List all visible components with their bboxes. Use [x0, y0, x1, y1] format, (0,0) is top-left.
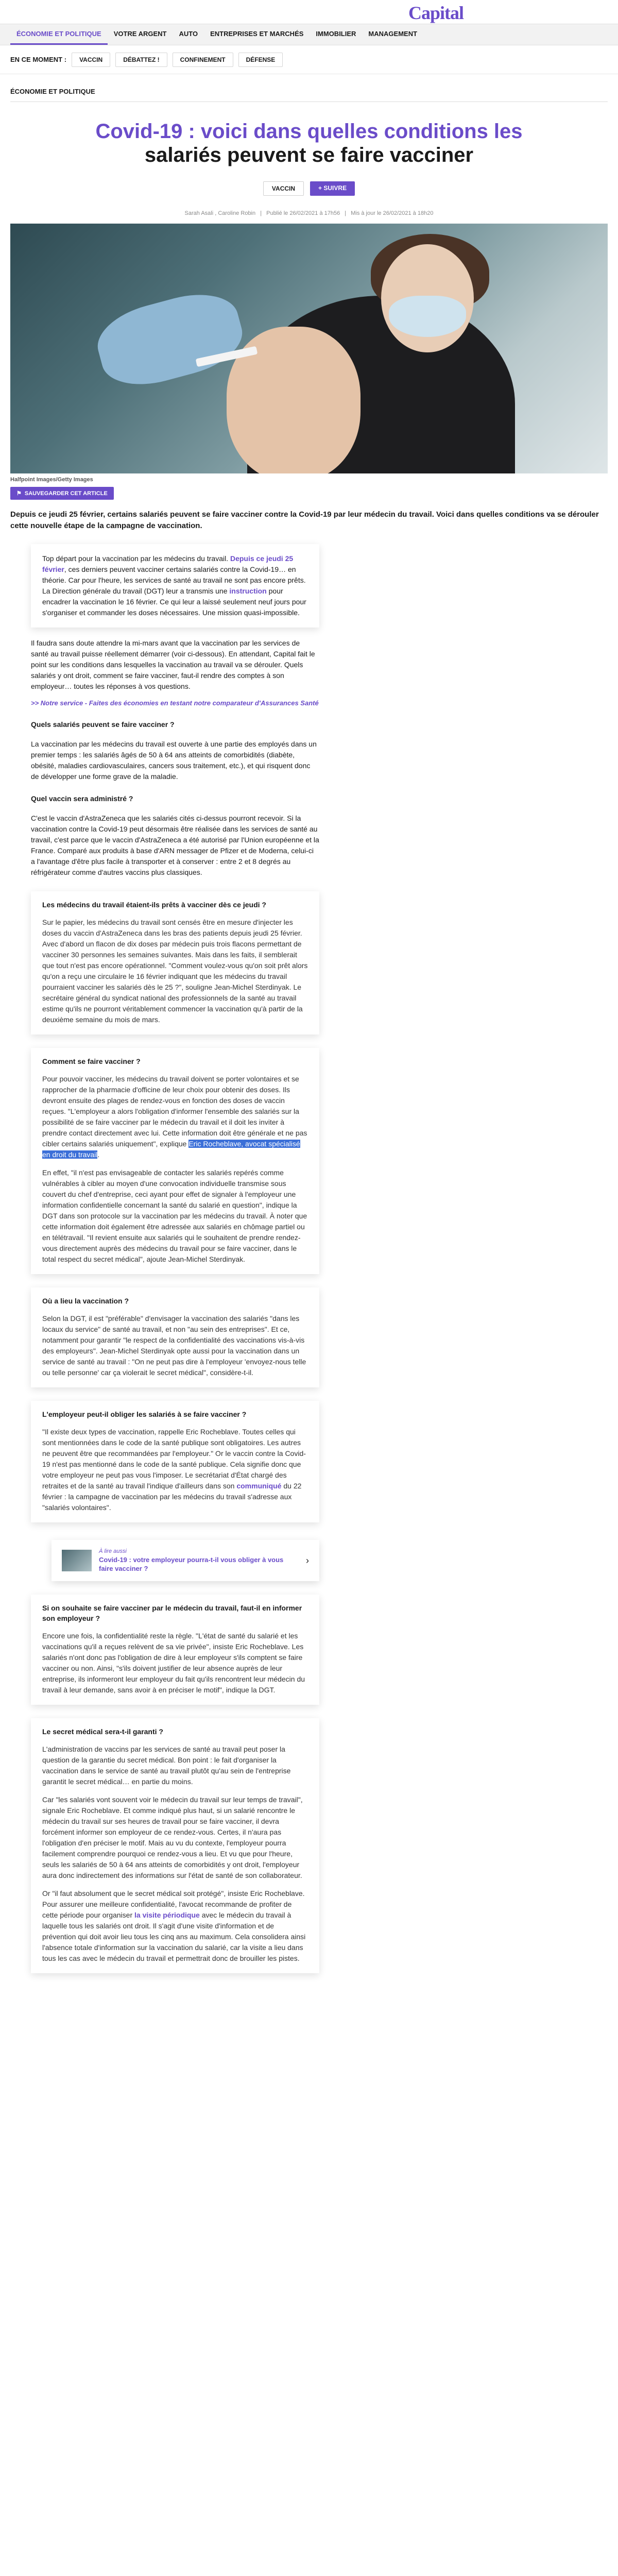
paragraph-text: avec le médecin du travail à laquelle tous les salariés ont droit. Il s'agit d'une visite d'information et de prévention qui doit avoir lieu tous les cinq ans au maximum. Cela consolidera ainsi l'absence totale d'information sur la vaccination du salarié, car la visite a lieu dans tous les cas avec le médecin du travail et permettrait donc de brouiller les pistes.: [42, 1911, 306, 1962]
nav-item-economie[interactable]: ÉCONOMIE ET POLITIQUE: [10, 24, 108, 45]
communique-link[interactable]: communiqué: [236, 1482, 282, 1490]
save-article-label: SAUVEGARDER CET ARTICLE: [24, 490, 108, 497]
byline-published: Publié le 26/02/2021 à 17h56: [266, 210, 340, 216]
intro-text: , ces derniers peuvent vacciner certains salariés contre la Covid-19… en théorie. Car pour l'heure, les services de santé au travail ne sont pas encore prêts. La Direction générale du travail (DGT) leur a transmis une: [42, 565, 306, 595]
paragraph-text: .: [97, 1150, 100, 1159]
related-article-title: Covid-19 : votre employeur pourra-t-il vous obliger à vous faire vacciner ?: [99, 1556, 284, 1572]
trending-pill-defense[interactable]: DÉFENSE: [238, 53, 283, 67]
trending-pill-debattez[interactable]: DÉBATTEZ !: [115, 53, 167, 67]
hero-image: [10, 224, 608, 473]
subheading: Quel vaccin sera administré ?: [31, 794, 133, 803]
follow-button[interactable]: + SUIVRE: [310, 181, 355, 196]
related-article-card[interactable]: [52, 1540, 319, 1581]
paragraph: En effet, "il n'est pas envisageable de contacter les salariés repérés comme vulnérables à cibler au moyen d'une convocation individuelle transmise sous couvert du chef d'entreprise, ceci ayant pour effet de signaler à l'employeur une information confidentielle concernant la santé du salarié en question", indique la DGT dans son protocole sur la vaccination par les médecins du travail. À noter que cette information doit également être adressée aux salariés en chômage partiel ou en télétravail. "Il revient ensuite aux salariés qui le souhaitent de prendre rendez-vous directement auprès des médecins du travail pour se faire vacciner, dans le total respect du secret médical", ajoute Jean-Michel Sterdinyak.: [42, 1168, 307, 1263]
save-wrap: [0, 483, 618, 500]
photo-credit: Halfpoint Images/Getty Images: [10, 477, 93, 483]
capital-logo[interactable]: Capital: [408, 3, 464, 23]
subheading: Le secret médical sera-t-il garanti ?: [42, 1727, 163, 1736]
tag-row: [0, 181, 618, 196]
paragraph: L'administration de vaccins par les services de santé au travail peut poser la question de la garantie du secret médical. Bon point : le fait d'organiser la vaccination dans le service de santé au travail plutôt qu'au sein de l'entreprise garantit le secret médical… en partie du moins.: [42, 1745, 291, 1786]
paragraph-text: Or "il faut absolument que le secret médical soit protégé", insiste Eric Rocheblave. Pour assurer une meilleure confidentialité, l'avocat recommande de profiter de cette période pour organiser: [42, 1889, 305, 1919]
nav-item-immobilier[interactable]: IMMOBILIER: [316, 30, 356, 38]
byline: [0, 210, 618, 216]
intro-link-date[interactable]: Depuis ce jeudi 25 février: [42, 554, 294, 573]
trending-pill-confinement[interactable]: CONFINEMENT: [173, 53, 233, 67]
subheading: Quels salariés peuvent se faire vacciner ?: [31, 720, 175, 728]
boxed-section: [31, 1048, 319, 1274]
article-title: [0, 102, 618, 167]
subheading: Les médecins du travail étaient-ils prêts à vacciner dès ce jeudi ?: [42, 901, 266, 909]
main-nav: [0, 24, 618, 45]
section-label[interactable]: ÉCONOMIE ET POLITIQUE: [10, 88, 95, 95]
visite-periodique-link[interactable]: la visite périodique: [134, 1911, 200, 1919]
paragraph: Il faudra sans doute attendre la mi-mars avant que la vaccination par les services de santé au travail puisse réellement démarrer (voir ci-dessous). En attendant, Capital fait le point sur les conditions dans lesquelles la vaccination au travail va se dérouler. Quels salariés y ont droit, comment se faire vacciner, faut-il rendre des comptes à son employeur… toutes les réponses à vos questions.: [31, 639, 315, 690]
paragraph-text: "Il existe deux types de vaccination, rappelle Eric Rocheblave. Toutes celles qui sont mentionnées dans le code de la santé publique sont obligatoires. Les autres ne peuvent être que recommandées par l'employeur." Or le vaccin contre la Covid-19 n'est pas mentionné dans le code de la santé publique. Cela signifie donc que votre employeur ne peut pas vous l'imposer. Le secrétariat d'État chargé des retraites et de la santé au travail l'indique d'ailleurs dans son: [42, 1428, 306, 1490]
hero-shape: [90, 283, 249, 395]
subheading: Où a lieu la vaccination ?: [42, 1297, 129, 1305]
article-title-line2: salariés peuvent se faire vacciner: [144, 144, 474, 166]
subheading: Comment se faire vacciner ?: [42, 1057, 141, 1065]
intro-text: Top départ pour la vaccination par les médecins du travail.: [42, 554, 230, 563]
byline-authors[interactable]: Sarah Asali , Caroline Robin: [184, 210, 256, 216]
byline-updated: Mis à jour le 26/02/2021 à 18h20: [351, 210, 434, 216]
chevron-right-icon: ›: [306, 1555, 309, 1566]
related-article-text: [99, 1548, 299, 1573]
trending-label: EN CE MOMENT :: [10, 56, 67, 63]
article-body: [0, 544, 618, 1973]
trending-pill-vaccin[interactable]: VACCIN: [72, 53, 110, 67]
selected-text[interactable]: Eric Rocheblave, avocat spécialisé en droit du travail: [42, 1140, 300, 1159]
save-article-button[interactable]: [10, 487, 114, 500]
intro-box: [31, 544, 319, 628]
paragraph: [42, 1074, 308, 1160]
nav-item-management[interactable]: MANAGEMENT: [368, 30, 418, 38]
intro-link-instruction[interactable]: instruction: [229, 587, 267, 595]
nav-item-auto[interactable]: AUTO: [179, 30, 198, 38]
paragraph: Car "les salariés vont souvent voir le médecin du travail sur leur temps de travail", signale Eric Rocheblave. Et comme indiqué plus haut, si un salarié rencontre le médecin du travail sur ses heures de travail pour se faire vacciner, il devra forcément informer son employeur de ce rendez-vous. Certes, il n'aura pas l'obligation d'en préciser le motif. Mais au vu du contexte, l'employeur pourra facilement comprendre pourquoi ce rendez-vous a lieu. Et vu que pour l'heure, seuls les salariés de 50 à 64 ans atteints de comorbidités y ont droit, l'employeur aura donc indirectement des informations sur l'état de santé de son collaborateur.: [42, 1795, 303, 1879]
paragraph-text: Pour pouvoir vacciner, les médecins du travail doivent se porter volontaires et se rapprocher de la pharmacie d'officine de leur choix pour obtenir des doses. Ils devront ensuite des plages de rendez-vous en fonction des doses de vaccin reçues. "L'employeur a alors l'obligation d'informer l'ensemble des salariés sur la possibilité de se faire vacciner par le médecin du travail et il doit les inviter à prendre contact directement avec lui. Cette information doit être générale et ne pas cibler certains salariés uniquement", explique: [42, 1075, 307, 1148]
nav-item-entreprises[interactable]: ENTREPRISES ET MARCHÉS: [210, 30, 304, 38]
related-article-label: À lire aussi: [99, 1548, 127, 1554]
paragraph: [42, 1427, 308, 1513]
boxed-section: [31, 1595, 319, 1705]
promo-link[interactable]: >> Notre service - Faites des économies en testant notre comparateur d'Assurances Santé: [31, 699, 319, 707]
article-lead: Depuis ce jeudi 25 février, certains salariés peuvent se faire vacciner contre la Covid-19 par leur médecin du travail. Voici dans quelles conditions va se dérouler cette nouvelle étape de la campagne de vaccination.: [10, 510, 599, 530]
boxed-section: [31, 1718, 319, 1973]
tag-vaccin[interactable]: VACCIN: [263, 181, 304, 196]
paragraph: La vaccination par les médecins du travail est ouverte à une partie des employés dans un premier temps : les salariés âgés de 50 à 64 ans atteints de comorbidités (diabète, obésité, maladies cardiovasculaires, cancers sous traitement, etc.), et qui risquent donc de développer une forme grave de la maladie.: [31, 740, 317, 781]
paragraph: [42, 1888, 308, 1964]
intro-text: pour encadrer la vaccination le 16 février. Ce qui leur a laissé seulement neuf jours pour s'organiser et commander les doses nécessaires. Une mission quasi-impossible.: [42, 587, 306, 617]
paragraph: Encore une fois, la confidentialité reste la règle. "L'état de santé du salarié et les vaccinations qu'il a reçues relèvent de sa vie privée", insiste Eric Rocheblave. Les salariés n'ont donc pas l'obligation de dire à leur employeur s'ils comptent se faire vacciner ou non. Ainsi, "s'ils doivent justifier de leur absence auprès de leur entreprise, ils informeront leur employeur du fait qu'ils rencontrent leur médecin du travail à leur demande, sans avoir à en préciser le motif", indique la DGT.: [42, 1632, 305, 1694]
paragraph: Selon la DGT, il est "préférable" d'envisager la vaccination des salariés "dans les locaux du service" de santé au travail, et non "au sein des entreprises". Et ce, notamment pour garantir "le respect de la confidentialité des vaccinations vis-à-vis des employeurs". Jean-Michel Sterdinyak opte aussi pour la vaccination dans un service de santé au travail : "On ne peut pas dire à l'employeur 'envoyez-nous telle ou telle personne' car ça violerait le secret médical", considère-t-il.: [42, 1314, 306, 1377]
bookmark-icon: ⚑: [16, 490, 22, 497]
byline-sep: |: [260, 210, 262, 216]
trending-bar: [0, 45, 618, 74]
top-header: [0, 0, 618, 24]
subheading: Si on souhaite se faire vacciner par le médecin du travail, faut-il en informer son employeur ?: [42, 1604, 302, 1622]
hero-shape: [389, 296, 466, 337]
boxed-section: [31, 891, 319, 1035]
paragraph: C'est le vaccin d'AstraZeneca que les salariés cités ci-dessus pourront recevoir. Si la vaccination contre la Covid-19 peut désormais être réalisée dans les services de santé au travail, c'est parce que le vaccin d'AstraZeneca a été autorisé par l'Union européenne et la France. Comparé aux produits à base d'ARN messager de Pfizer et de Moderna, celui-ci a l'avantage d'être plus facile à transporter et à conserver : entre 2 et 8 degrés au réfrigérateur comme d'autres vaccins plus classiques.: [31, 814, 319, 876]
subheading: L'employeur peut-il obliger les salariés à se faire vacciner ?: [42, 1410, 247, 1418]
article-title-line1: Covid-19 : voici dans quelles conditions les: [95, 120, 523, 143]
paragraph-text: du 22 février : la campagne de vaccination par les médecins du travail s'adresse aux "salariés volontaires".: [42, 1482, 302, 1512]
related-article-thumbnail: [62, 1550, 92, 1571]
paragraph: Sur le papier, les médecins du travail sont censés être en mesure d'injecter les doses du vaccin d'AstraZeneca dans les bras des patients depuis jeudi 25 février. Avec d'abord un flacon de dix doses par médecin puis trois flacons permettant de vacciner 30 personnes les semaines suivantes. Mais dans les faits, il semblerait que tout n'est pas encore opérationnel. "Comment voulez-vous qu'on soit prêt alors qu'on a reçu une circulaire le 16 février indiquant que les médecins du travail pourraient vacciner les salariés dès le 25 ?", souligne Jean-Michel Sterdinyak. Le secrétaire général du syndicat national des professionnels de la santé au travail estime qu'ils ne pourront véritablement commencer la vaccination qu'à partir de la deuxième semaine du mois de mars.: [42, 918, 308, 1024]
nav-item-votre-argent[interactable]: VOTRE ARGENT: [113, 30, 167, 38]
boxed-section: [31, 1287, 319, 1387]
byline-sep: |: [345, 210, 347, 216]
boxed-section: [31, 1401, 319, 1522]
